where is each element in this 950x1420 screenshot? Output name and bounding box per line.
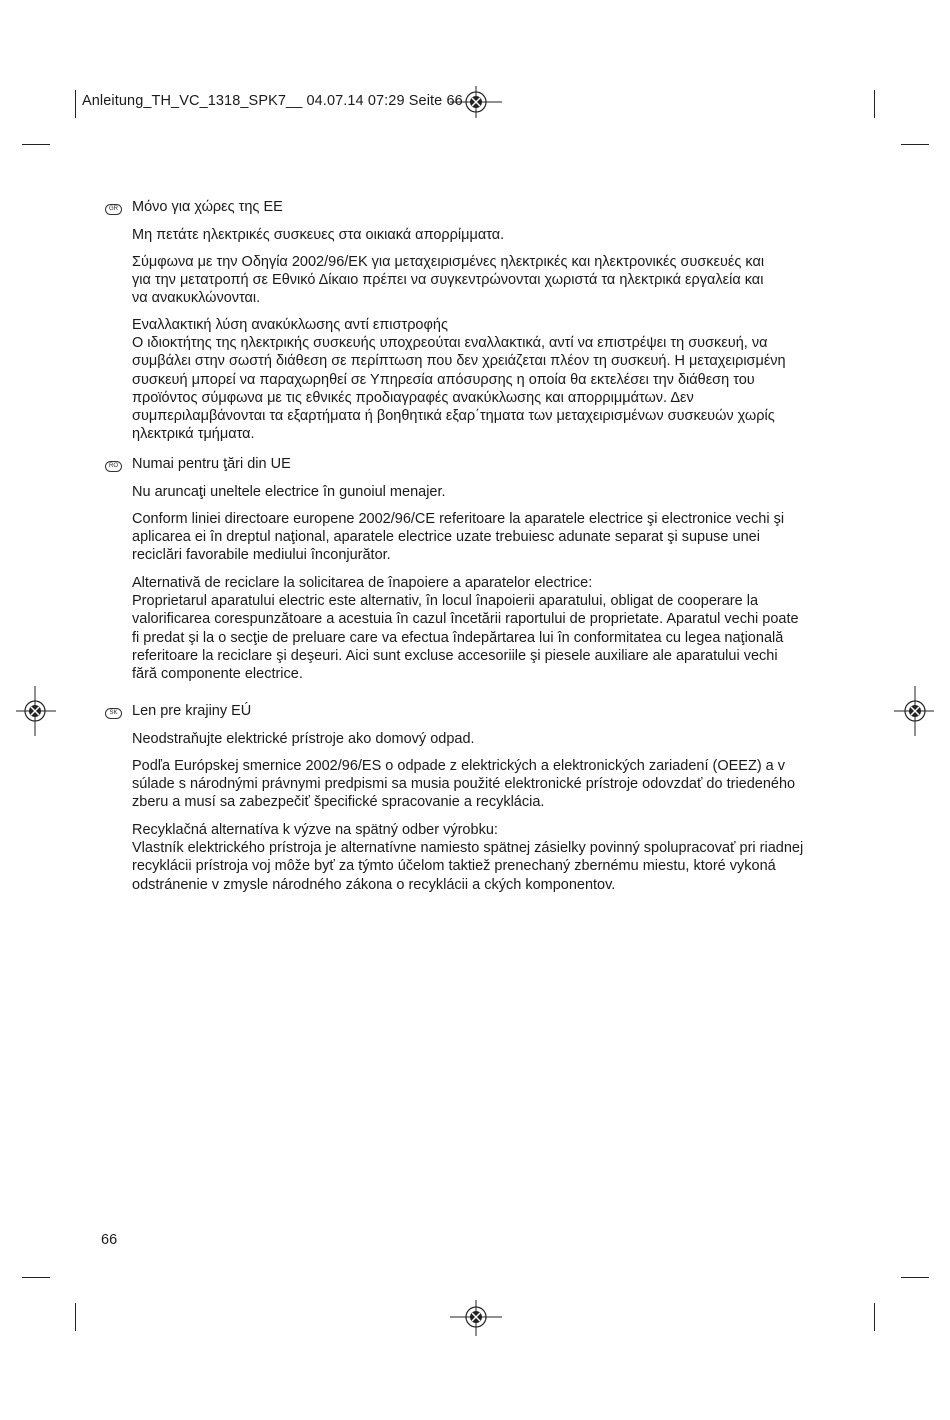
registration-mark-bottom-icon [448,1298,504,1338]
crop-mark-bottom-right-vertical [874,1303,875,1331]
crop-mark-bottom-left-horizontal [22,1277,50,1278]
text-line: referitoare la reciclare şi deşeuri. Aici sunt excluse accesoriile şi piesele auxiliare ale aparatului vechi [132,647,778,664]
text-line: zberu a musí sa zabezpečiť špecifické spracovanie a recyklácia. [132,794,545,811]
paragraph [132,253,852,308]
text-line: odstránenie v zmysle národného zákona o recyklácii a ckých komponentov. [132,876,616,893]
text-line: συσκευή μπορεί να παραχωρηθεί σε Υπηρεσία απόσυρσης η οποία θα εκτελέσει την διάθεση του [132,371,755,388]
paragraph [132,483,852,501]
text-line: fi predat şi la o secţie de preluare care va efectua îndepărtarea lui în conformitatea cu legea naţională [132,629,784,646]
text-line: Vlastník elektrického prístroja je alternatívne namiesto spätnej zásielky povinný spolupracovať pri riadnej [132,840,804,857]
crop-mark-top-right-horizontal [901,144,929,145]
text-line: Ο ιδιοκτήτης της ηλεκτρικής συσκευής υποχρεούται εναλλακτικά, αντί να επιστρέψει τη συσκευή, να [132,335,768,352]
print-header: Anleitung_TH_VC_1318_SPK7__ 04.07.14 07:29 Seite 66 [82,93,463,109]
text-line: fără componente electrice. [132,666,303,683]
registration-mark-left-icon [14,684,58,738]
paragraph [132,821,852,894]
text-line: συμπεριλαμβάνονται τα εξαρτήματα ή βοηθητικά εξαρ΄τηματα των μεταχειρισμένων συσκευών χωρίς [132,408,775,425]
text-line: Proprietarul aparatului electric este alternativ, în locul înapoierii aparatului, obligat de cooperare la [132,593,759,610]
page-number: 66 [101,1232,118,1248]
text-line: súlade s národnými právnymi predpismi sa musia použité elektronické prístroje odovzdať do triedeného [132,776,796,793]
text-line: να ανακυκλώνονται. [132,290,261,307]
text-line: aplicarea ei în dreptul naţional, aparatele electrice uzate trebuiesc adunate separat şi supuse unei [132,529,760,546]
text-line: Recyklačná alternatíva k výzve na spätný odber výrobku: [132,822,498,838]
text-line: valorificarea corespunzătoare a acestuia în cazul încetării raportului de proprietate. Aparatul vechi poate [132,611,799,628]
paragraph [132,574,852,683]
paragraph [132,316,852,443]
paragraph [132,757,852,812]
crop-mark-top-left-horizontal [22,144,50,145]
paragraph [132,226,852,244]
text-line: προϊόντος σύμφωνα με τις εθνικές προδιαγραφές ανακύκλωσης και απορριμμάτων. Δεν [132,389,694,406]
text-line: Σύμφωνα με την Οδηγία 2002/96/ΕΚ για μεταχειρισμένες ηλεκτρικές και ηλεκτρονικές συσκευές και [132,254,765,270]
registration-mark-right-icon [892,684,936,738]
text-line: Μη πετάτε ηλεκτρικές συσκευες στα οικιακά απορρίμματα. [132,227,505,243]
text-line: συμβάλει στην σωστή διάθεση σε περίπτωση που δεν χρειάζεται πλέον τη συσκευή. Η μεταχειρισμένη [132,353,786,370]
language-badge-gr: GR [105,204,122,215]
crop-mark-bottom-left-vertical [75,1303,76,1331]
section-title: Numai pentru ţări din UE [132,456,291,472]
paragraph [132,730,852,748]
text-line: Conform liniei directoare europene 2002/96/CE referitoare la aparatele electrice şi electronice vechi şi [132,511,785,527]
paragraph [132,510,852,565]
crop-mark-bottom-right-horizontal [901,1277,929,1278]
text-line: ηλεκτρικά τμήματα. [132,426,255,443]
section-title: Len pre krajiny EÚ [132,703,252,719]
language-badge-ro: RO [105,461,122,472]
text-line: Podľa Európskej smernice 2002/96/ES o odpade z elektrických a elektronických zariadení (OEEZ) a v [132,758,786,774]
text-line: Neodstraňujte elektrické prístroje ako domový odpad. [132,731,475,747]
text-line: recyklácii prístroja voj môže byť za týmto účelom taktiež prenechaný zbernému miestu, ktoré vykoná [132,858,776,875]
crop-mark-top-left-vertical [75,90,76,118]
registration-mark-top-icon [448,82,504,122]
text-line: Εναλλακτική λύση ανακύκλωσης αντί επιστροφής [132,317,448,333]
language-badge-sk: SK [105,708,122,719]
section-title: Μόνο για χώρες της ΕΕ [132,199,283,215]
text-line: reciclări favorabile mediului înconjurător. [132,547,391,564]
text-line: Nu aruncaţi uneltele electrice în gunoiul menajer. [132,484,446,500]
crop-mark-top-right-vertical [874,90,875,118]
text-line: για την μετατροπή σε Εθνικό Δίκαιο πρέπει να συγκεντρώνονται χωριστά τα ηλεκτρικά εργαλεία και [132,272,764,289]
text-line: Alternativă de reciclare la solicitarea de înapoiere a aparatelor electrice: [132,575,593,591]
